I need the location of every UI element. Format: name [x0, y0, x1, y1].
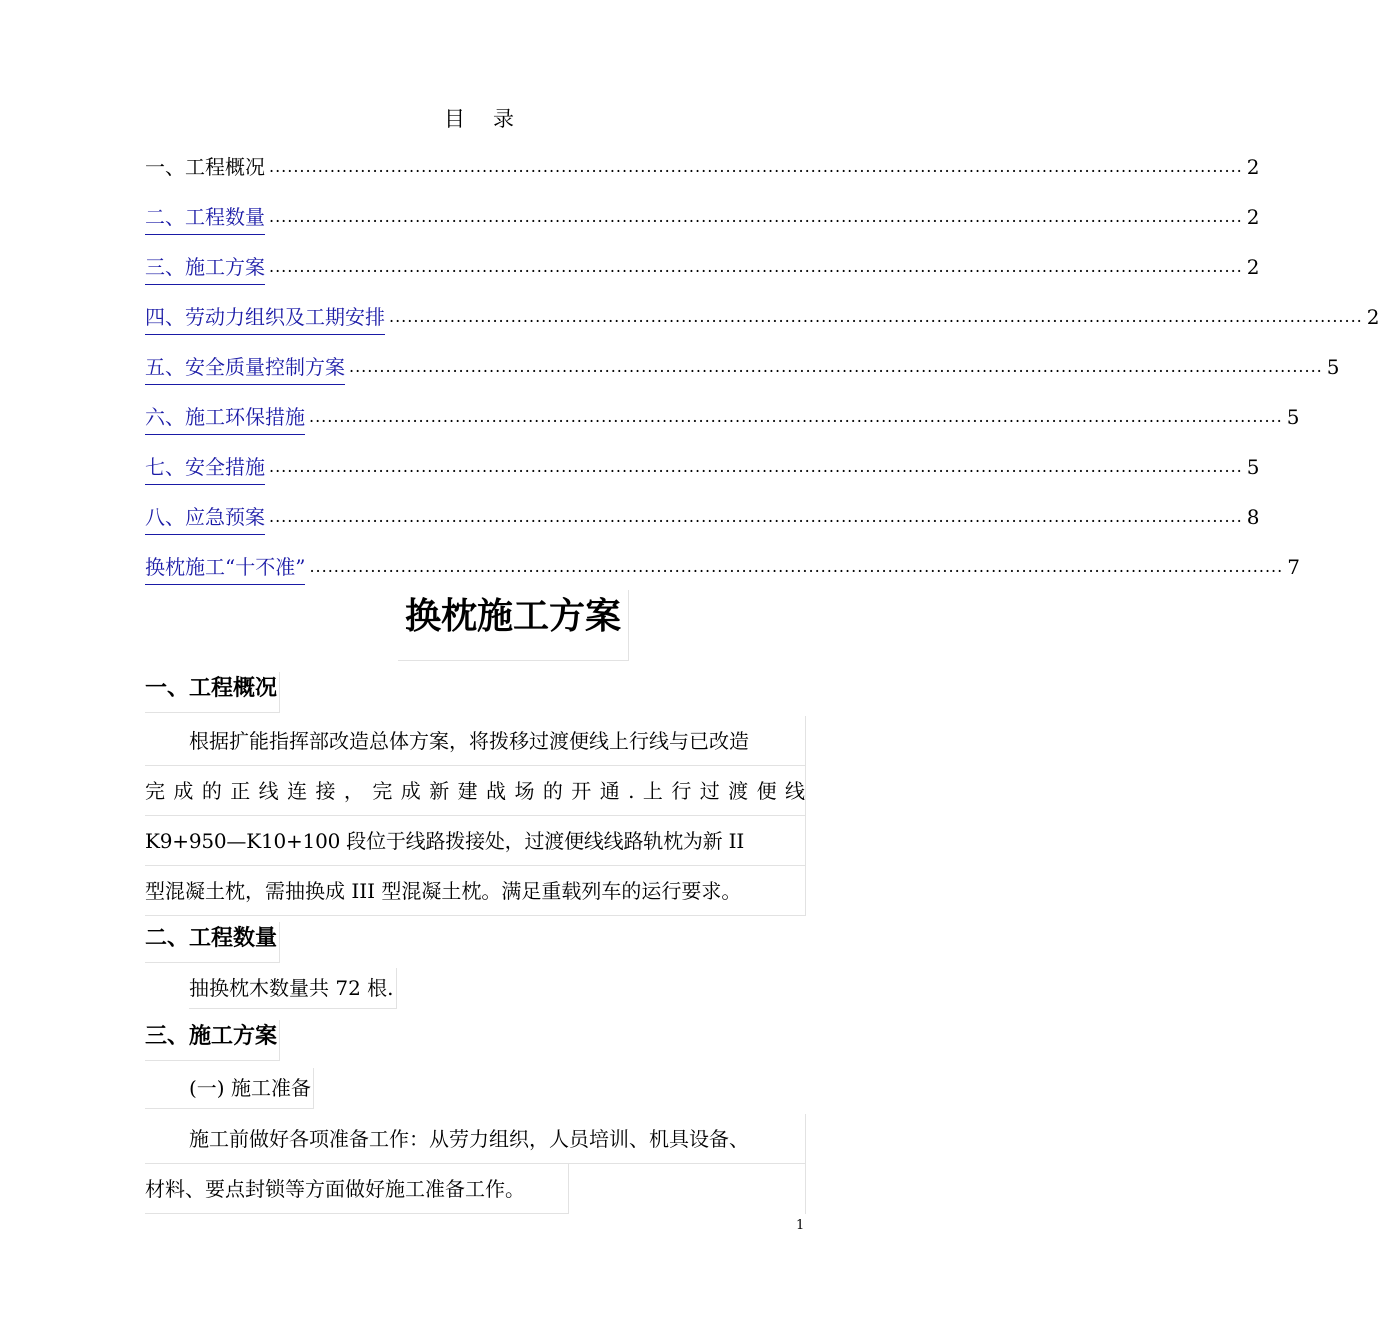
- toc-entry-label[interactable]: 七、安全措施: [145, 454, 265, 485]
- paragraph-line: 材料、要点封锁等方面做好施工准备工作。: [145, 1164, 569, 1214]
- toc-entry-page: 2: [1246, 255, 1260, 279]
- toc-entry-label[interactable]: 四、劳动力组织及工期安排: [145, 304, 385, 335]
- toc-entry[interactable]: [145, 404, 1300, 444]
- paragraph-line: 型混凝土枕，需抽换成 III 型混凝土枕。满足重载列车的运行要求。: [145, 866, 805, 916]
- toc-leader-dots: ................................................................................................................................................................: [269, 157, 1243, 176]
- toc-entry[interactable]: [145, 504, 1260, 544]
- toc-leader-dots: ................................................................................................................................................................: [269, 507, 1243, 526]
- toc-entry-page: 8: [1246, 505, 1260, 529]
- section-heading-plan: 三、施工方案: [145, 1020, 280, 1061]
- toc-entry[interactable]: [145, 454, 1260, 494]
- toc-entry[interactable]: [145, 354, 1340, 394]
- toc-entry-page: 5: [1326, 355, 1340, 379]
- subsection-heading-preparation: (一) 施工准备: [145, 1068, 314, 1109]
- paragraph-line: K9+950—K10+100 段位于线路拨接处，过渡便线线路轨枕为新 II: [145, 816, 805, 866]
- toc-leader-dots: ................................................................................................................................................................: [389, 307, 1363, 326]
- toc-leader-dots: ................................................................................................................................................................: [309, 557, 1284, 576]
- section-heading-quantity: 二、工程数量: [145, 922, 280, 963]
- overview-paragraph: [145, 716, 806, 916]
- toc-entry[interactable]: [145, 304, 1379, 344]
- toc-entry-page: 5: [1246, 455, 1260, 479]
- toc-entry-label[interactable]: 八、应急预案: [145, 504, 265, 535]
- toc-entry-page: 5: [1286, 405, 1300, 429]
- toc-entry-page: 2: [1366, 305, 1379, 329]
- toc-entry-label[interactable]: 六、施工环保措施: [145, 404, 305, 435]
- toc-entry[interactable]: [145, 554, 1300, 594]
- toc-entry-label: 一、工程概况: [145, 155, 265, 179]
- toc-leader-dots: ................................................................................................................................................................: [349, 357, 1323, 376]
- document-title: 换枕施工方案: [398, 590, 629, 661]
- toc-entry-label[interactable]: 二、工程数量: [145, 204, 265, 235]
- toc-entry-label[interactable]: 五、安全质量控制方案: [145, 354, 345, 385]
- toc-leader-dots: ................................................................................................................................................................: [309, 407, 1283, 426]
- quantity-text: 抽换枕木数量共 72 根.: [189, 968, 397, 1009]
- toc-entry-label[interactable]: 三、施工方案: [145, 254, 265, 285]
- toc-entry[interactable]: [145, 254, 1260, 294]
- preparation-paragraph: [145, 1114, 806, 1214]
- toc-leader-dots: ................................................................................................................................................................: [269, 257, 1243, 276]
- toc-entry: [145, 154, 1260, 194]
- paragraph-line: 完成的正线连接，完成新建战场的开通.上行过渡便线: [145, 766, 805, 816]
- toc-entry-page: 2: [1246, 155, 1260, 179]
- toc-leader-dots: ................................................................................................................................................................: [269, 457, 1243, 476]
- toc-leader-dots: ................................................................................................................................................................: [269, 207, 1243, 226]
- toc-entry-label[interactable]: 换枕施工“十不准”: [145, 554, 305, 585]
- paragraph-line: 施工前做好各项准备工作：从劳力组织，人员培训、机具设备、: [145, 1114, 805, 1164]
- section-heading-overview: 一、工程概况: [145, 672, 280, 713]
- toc-title: 目录: [444, 107, 542, 131]
- toc-entry-page: 7: [1287, 555, 1300, 579]
- paragraph-line: 根据扩能指挥部改造总体方案，将拨移过渡便线上行线与已改造: [145, 716, 805, 766]
- page-number: 1: [796, 1218, 805, 1233]
- toc-entry[interactable]: [145, 204, 1260, 244]
- toc-entry-page: 2: [1246, 205, 1260, 229]
